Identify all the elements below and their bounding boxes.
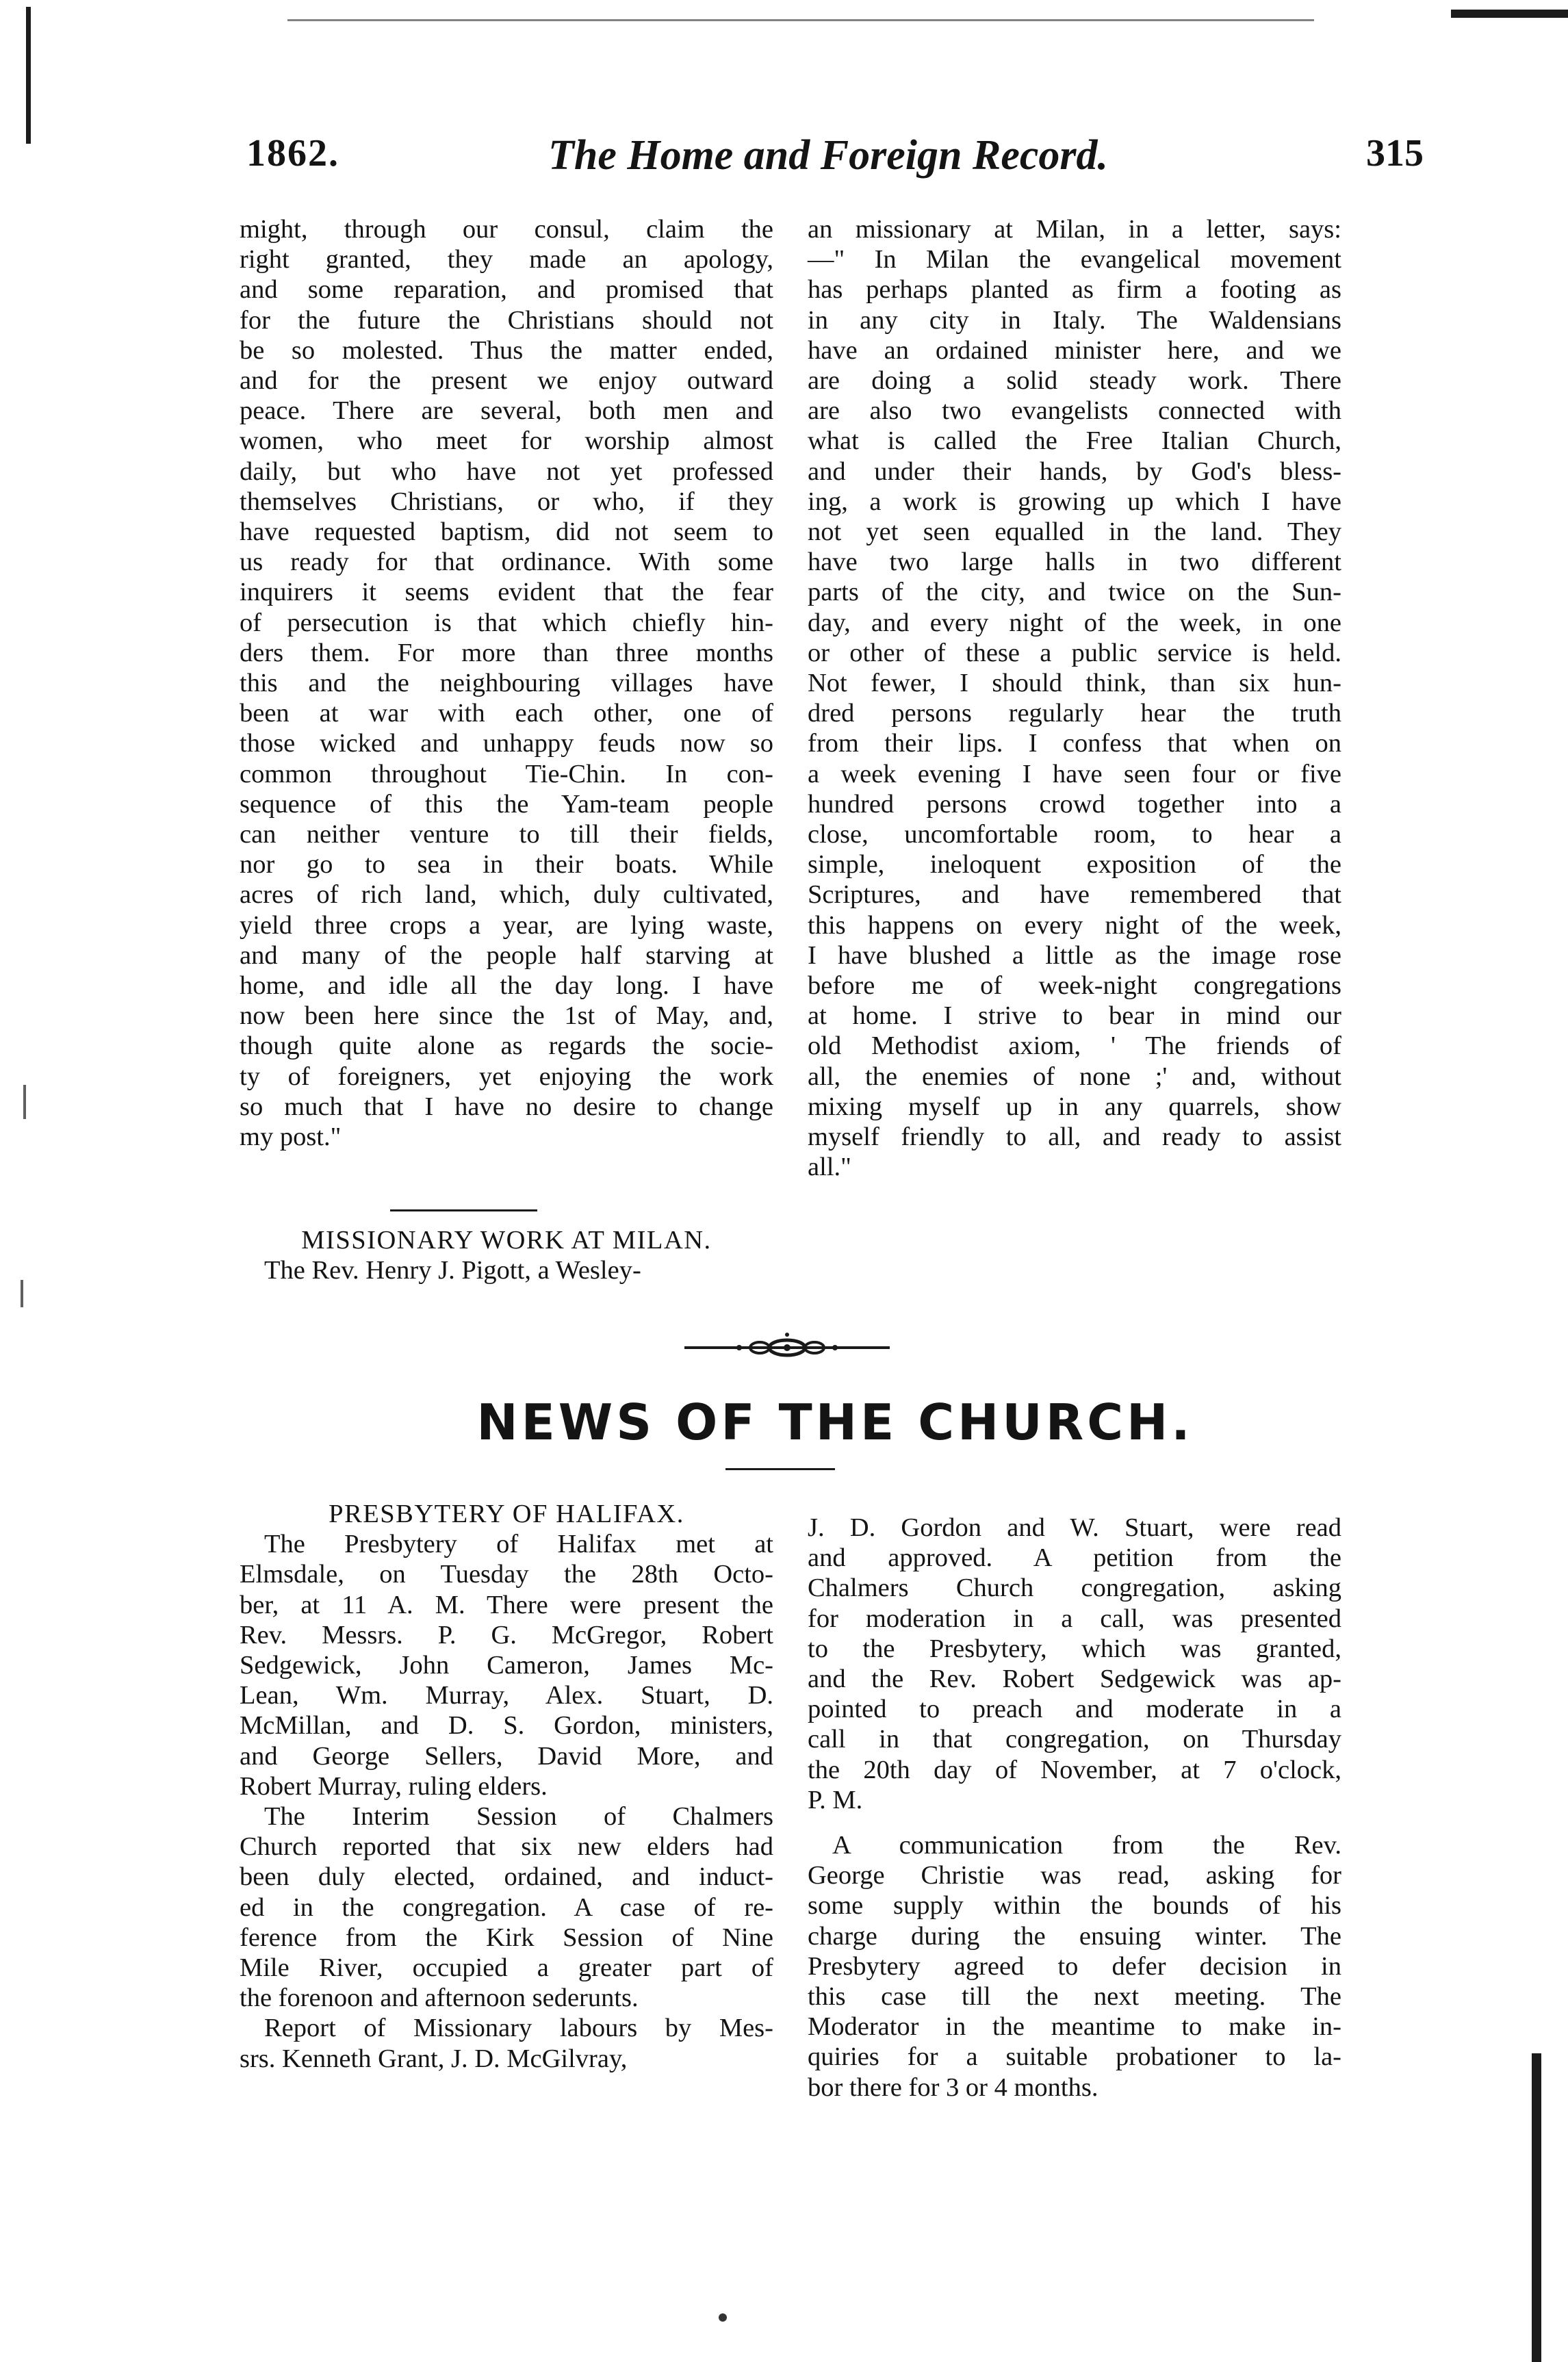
- text-line: old Methodist axiom, ' The friends of: [808, 1031, 1341, 1061]
- presbytery-report-continued: [808, 1513, 1341, 2103]
- chinese-mission-letter-text: [240, 214, 773, 1152]
- text-line: Scriptures, and have remembered that: [808, 880, 1341, 910]
- text-line: can neither venture to till their fields,: [240, 820, 773, 849]
- scan-mark-left-1: [23, 1085, 26, 1119]
- text-line: daily, but who have not yet professed: [240, 457, 773, 486]
- text-line: dred persons regularly hear the truth: [808, 699, 1341, 728]
- header-page-number: 315: [1366, 132, 1424, 175]
- text-line: at home. I strive to bear in mind our: [808, 1001, 1341, 1031]
- text-line: ders them. For more than three months: [240, 638, 773, 667]
- milan-section: [240, 1225, 773, 1285]
- text-line: yield three crops a year, are lying waste,: [240, 910, 773, 940]
- text-line: some supply within the bounds of his: [808, 1891, 1341, 1921]
- text-line: and some reparation, and promised that: [240, 275, 773, 305]
- lower-right-column: [808, 1513, 1341, 2103]
- text-line: day, and every night of the week, in one: [808, 608, 1341, 637]
- text-line: Lean, Wm. Murray, Alex. Stuart, D.: [240, 1681, 773, 1710]
- scan-edge-top: [287, 19, 1314, 21]
- text-line: Presbytery agreed to defer decision in: [808, 1951, 1341, 1981]
- text-line: the forenoon and afternoon sederunts.: [240, 1984, 639, 2013]
- scan-mark-left-2: [21, 1280, 23, 1307]
- text-line: inquirers it seems evident that the fear: [240, 578, 773, 607]
- scan-edge-bottom-right: [1532, 2053, 1541, 2362]
- text-line: charge during the ensuing winter. The: [808, 1921, 1341, 1951]
- text-line: ty of foreigners, yet enjoying the work: [240, 1062, 773, 1091]
- text-line: bor there for 3 or 4 months.: [808, 2072, 1098, 2102]
- text-line: hundred persons crowd together into a: [808, 789, 1341, 819]
- text-line: —" In Milan the evangelical movement: [808, 245, 1341, 274]
- text-line: been duly elected, ordained, and induct-: [240, 1862, 773, 1892]
- text-line: quiries for a suitable probationer to la-: [808, 2042, 1341, 2072]
- text-line: Chalmers Church congregation, asking: [808, 1574, 1341, 1603]
- text-line: a week evening I have seen four or five: [808, 759, 1341, 788]
- text-line: though quite alone as regards the socie-: [240, 1031, 773, 1061]
- text-line: mixing myself up in any quarrels, show: [808, 1092, 1341, 1121]
- text-line: and George Sellers, David More, and: [240, 1741, 773, 1771]
- text-line: Report of Missionary labours by Mes-: [264, 2014, 773, 2043]
- news-section-title: NEWS OF THE CHURCH.: [476, 1394, 1194, 1451]
- text-line: what is called the Free Italian Church,: [808, 426, 1341, 456]
- text-line: myself friendly to all, and ready to assist: [808, 1122, 1341, 1152]
- upper-left-column: [240, 214, 773, 1152]
- text-line: before me of week-night congregations: [808, 971, 1341, 1001]
- text-line: ber, at 11 A. M. There were present the: [240, 1590, 773, 1619]
- ink-speck: [719, 2313, 727, 2322]
- text-line: Sedgewick, John Cameron, James Mc-: [240, 1651, 773, 1680]
- text-line: and the Rev. Robert Sedgewick was ap-: [808, 1665, 1341, 1694]
- text-line: acres of rich land, which, duly cultivated,: [240, 880, 773, 910]
- text-line: P. M.: [808, 1785, 863, 1814]
- text-line: common throughout Tie-Chin. In con-: [240, 759, 773, 788]
- text-line: the 20th day of November, at 7 o'clock,: [808, 1755, 1341, 1784]
- title-underline: [725, 1468, 835, 1470]
- text-line: women, who meet for worship almost: [240, 426, 773, 456]
- text-line: not yet seen equalled in the land. They: [808, 517, 1341, 547]
- text-line: an missionary at Milan, in a letter, says:: [808, 215, 1341, 244]
- text-line: call in that congregation, on Thursday: [808, 1725, 1341, 1754]
- text-line: in any city in Italy. The Waldensians: [808, 305, 1341, 335]
- text-line: have an ordained minister here, and we: [808, 335, 1341, 365]
- text-line: and approved. A petition from the: [808, 1543, 1341, 1573]
- text-line: my post.": [240, 1122, 342, 1152]
- text-line: and under their hands, by God's bless-: [808, 457, 1341, 486]
- text-line: home, and idle all the day long. I have: [240, 971, 773, 1001]
- text-line: Rev. Messrs. P. G. McGregor, Robert: [240, 1620, 773, 1649]
- text-line: or other of these a public service is held.: [808, 638, 1341, 667]
- milan-intro-line: The Rev. Henry J. Pigott, a Wesley-: [264, 1256, 641, 1285]
- text-line: and for the present we enjoy outward: [240, 366, 773, 396]
- text-line: Not fewer, I should think, than six hun-: [808, 669, 1341, 698]
- text-line: I have blushed a little as the image rose: [808, 940, 1341, 970]
- text-line: Robert Murray, ruling elders.: [240, 1771, 548, 1801]
- text-line: might, through our consul, claim the: [240, 215, 773, 244]
- text-line: Elmsdale, on Tuesday the 28th Octo-: [240, 1560, 773, 1589]
- scan-edge-left: [26, 7, 31, 144]
- upper-right-column: [808, 214, 1341, 1183]
- running-header: [246, 131, 1424, 193]
- text-line: parts of the city, and twice on the Sun-: [808, 578, 1341, 607]
- text-line: A communication from the Rev.: [832, 1831, 1341, 1860]
- text-line: are also two evangelists connected with: [808, 396, 1341, 426]
- text-line: ed in the congregation. A case of re-: [240, 1892, 773, 1922]
- presbytery-report-text: [240, 1529, 773, 2074]
- text-line: of persecution is that which chiefly hin-: [240, 608, 773, 637]
- text-line: now been here since the 1st of May, and,: [240, 1001, 773, 1031]
- scan-edge-top-right: [1451, 10, 1568, 18]
- text-line: The Interim Session of Chalmers: [264, 1802, 773, 1832]
- text-line: ing, a work is growing up which I have: [808, 487, 1341, 516]
- text-line: sequence of this the Yam-team people: [240, 789, 773, 819]
- milan-letter-text: [808, 214, 1341, 1183]
- text-line: J. D. Gordon and W. Stuart, were read: [808, 1513, 1341, 1542]
- text-line: srs. Kenneth Grant, J. D. McGilvray,: [240, 2044, 628, 2073]
- text-line: to the Presbytery, which was granted,: [808, 1634, 1341, 1663]
- text-line: this case till the next meeting. The: [808, 1982, 1341, 2012]
- text-line: has perhaps planted as firm a footing as: [808, 275, 1341, 305]
- text-line: Church reported that six new elders had: [240, 1832, 773, 1862]
- text-line: right granted, they made an apology,: [240, 245, 773, 274]
- short-rule: [390, 1209, 537, 1211]
- text-line: George Christie was read, asking for: [808, 1861, 1341, 1890]
- text-line: this happens on every night of the week,: [808, 910, 1341, 940]
- text-line: this and the neighbouring villages have: [240, 669, 773, 698]
- text-line: for the future the Christians should not: [240, 305, 773, 335]
- text-line: The Presbytery of Halifax met at: [264, 1530, 773, 1559]
- text-line: so much that I have no desire to change: [240, 1092, 773, 1121]
- milan-heading: MISSIONARY WORK AT MILAN.: [301, 1226, 712, 1255]
- text-line: be so molested. Thus the matter ended,: [240, 335, 773, 365]
- text-line: been at war with each other, one of: [240, 699, 773, 728]
- header-year: 1862.: [246, 132, 339, 175]
- text-line: for moderation in a call, was presented: [808, 1604, 1341, 1633]
- text-line: all.": [808, 1153, 851, 1182]
- text-line: themselves Christians, or who, if they: [240, 487, 773, 516]
- text-line: nor go to sea in their boats. While: [240, 850, 773, 880]
- text-line: have two large halls in two different: [808, 548, 1341, 577]
- text-line: pointed to preach and moderate in a: [808, 1695, 1341, 1724]
- text-line: and many of the people half starving at: [240, 940, 773, 970]
- text-line: simple, ineloquent exposition of the: [808, 850, 1341, 880]
- text-line: are doing a solid steady work. There: [808, 366, 1341, 396]
- text-line: have requested baptism, did not seem to: [240, 517, 773, 547]
- text-line: Mile River, occupied a greater part of: [240, 1953, 773, 1983]
- text-line: those wicked and unhappy feuds now so: [240, 729, 773, 758]
- text-line: us ready for that ordinance. With some: [240, 548, 773, 577]
- text-line: ference from the Kirk Session of Nine: [240, 1923, 773, 1952]
- text-line: Moderator in the meantime to make in-: [808, 2012, 1341, 2042]
- text-line: all, the enemies of none ;' and, without: [808, 1062, 1341, 1091]
- presbytery-heading: PRESBYTERY OF HALIFAX.: [329, 1500, 684, 1528]
- text-line: close, uncomfortable room, to hear a: [808, 820, 1341, 849]
- lower-left-column: [240, 1499, 773, 2074]
- text-line: peace. There are several, both men and: [240, 396, 773, 426]
- text-line: McMillan, and D. S. Gordon, ministers,: [240, 1711, 773, 1741]
- ornament-divider: [684, 1332, 890, 1363]
- header-title: The Home and Foreign Record.: [548, 132, 1109, 179]
- text-line: from their lips. I confess that when on: [808, 729, 1341, 758]
